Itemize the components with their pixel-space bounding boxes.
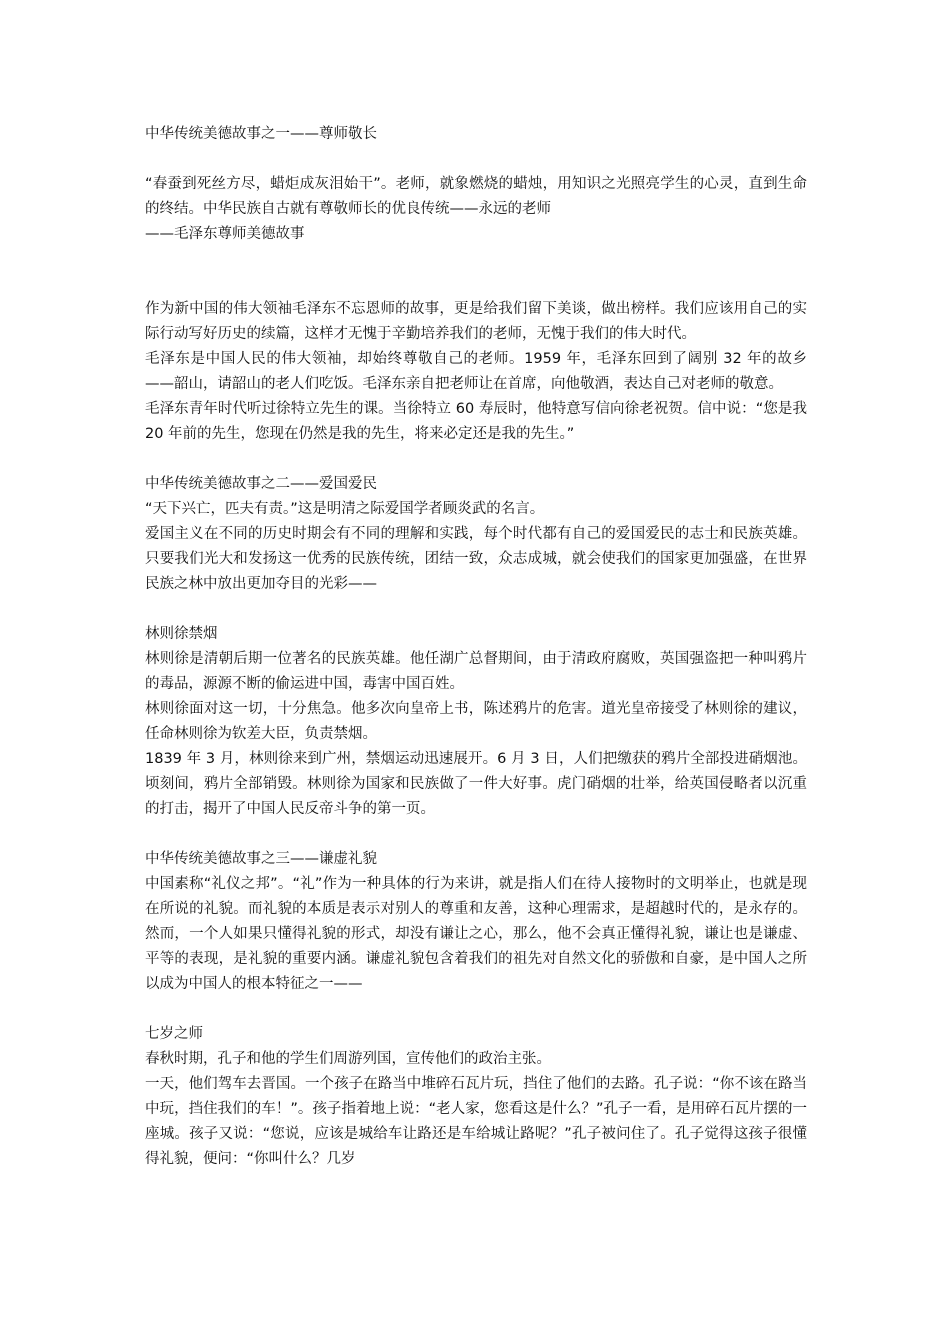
- section-2-story-title: 林则徐禁烟: [145, 626, 218, 642]
- section-2-story-paragraph: 林则徐面对这一切，十分焦急。他多次向皇帝上书，陈述鸦片的危害。道光皇帝接受了林则徐的建议，任命林则徐为钦差大臣，负责禁烟。: [145, 701, 807, 742]
- section-3-story-paragraph: 一天，他们驾车去晋国。一个孩子在路当中堆碎石瓦片玩，挡住了他们的去路。孔子说：“你不该在路当中玩，挡住我们的车！”。孩子指着地上说：“老人家，您看这是什么？”孔子一看，是用碎石瓦片摆的一座城。孩子又说：“您说，应该是城给车让路还是车给城让路呢？”孔子被问住了。孔子觉得这孩子很懂得礼貌，便问：“你叫什么？几岁: [145, 1076, 807, 1167]
- spacer: [145, 447, 807, 472]
- spacer: [145, 147, 807, 172]
- section-1-paragraph: 作为新中国的伟大领袖毛泽东不忘恩师的故事，更是给我们留下美谈，做出榜样。我们应该用自己的实际行动写好历史的续篇，这样才无愧于辛勤培养我们的老师，无愧于我们的伟大时代。: [145, 301, 807, 342]
- section-3-paragraph: 中国素称“礼仪之邦”。“礼”作为一种具体的行为来讲，就是指人们在待人接物时的文明举止，也就是现在所说的礼貌。而礼貌的本质是表示对别人的尊重和友善，这种心理需求，是超越时代的，是永存的。然而，一个人如果只懂得礼貌的形式，却没有谦让之心，那么，他不会真正懂得礼貌，谦让也是谦虚、平等的表现，是礼貌的重要内涵。谦虚礼貌包含着我们的祖先对自然文化的骄傲和自豪，是中国人之所以成为中国人的根本特征之一——: [145, 876, 807, 992]
- section-1-paragraph: 毛泽东青年时代听过徐特立先生的课。当徐特立 60 寿辰时，他特意写信向徐老祝贺。信中说：“您是我 20 年前的先生，您现在仍然是我的先生，将来必定还是我的先生。”: [145, 401, 807, 442]
- section-2-story-paragraph: 林则徐是清朝后期一位著名的民族英雄。他任湖广总督期间，由于清政府腐败，英国强盗把一种叫鸦片的毒品，源源不断的偷运进中国，毒害中国百姓。: [145, 651, 807, 692]
- section-3-story-paragraph: 春秋时期，孔子和他的学生们周游列国，宣传他们的政治主张。: [145, 1051, 551, 1067]
- section-1-intro: “春蚕到死丝方尽，蜡炬成灰泪始干”。老师，就象燃烧的蜡烛，用知识之光照亮学生的心灵，直到生命的终结。中华民族自古就有尊敬师长的优良传统——永远的老师: [145, 176, 807, 217]
- section-2-paragraph: “天下兴亡，匹夫有责。”这是明清之际爱国学者顾炎武的名言。: [145, 501, 545, 517]
- spacer: [145, 597, 807, 622]
- section-1-title: 中华传统美德故事之一——尊师敬长: [145, 126, 377, 142]
- section-1-paragraph: 毛泽东是中国人民的伟大领袖，却始终尊敬自己的老师。1959 年，毛泽东回到了阔别 32 年的故乡——韶山，请韶山的老人们吃饭。毛泽东亲自把老师让在首席，向他敬酒，表达自己对老师的敬意。: [145, 351, 807, 392]
- section-2-title: 中华传统美德故事之二——爱国爱民: [145, 476, 377, 492]
- spacer: [145, 822, 807, 847]
- spacer: [145, 247, 807, 297]
- section-2-story-paragraph: 1839 年 3 月，林则徐来到广州，禁烟运动迅速展开。6 月 3 日，人们把缴获的鸦片全部投进硝烟池。顷刻间，鸦片全部销毁。林则徐为国家和民族做了一件大好事。虎门硝烟的壮举，给英国侵略者以沉重的打击，揭开了中国人民反帝斗争的第一页。: [145, 751, 807, 817]
- section-2-paragraph: 爱国主义在不同的历史时期会有不同的理解和实践，每个时代都有自己的爱国爱民的志士和民族英雄。只要我们光大和发扬这一优秀的民族传统，团结一致，众志成城，就会使我们的国家更加强盛，在世界民族之林中放出更加夺目的光彩——: [145, 526, 807, 592]
- section-1-subtitle: ——毛泽东尊师美德故事: [145, 226, 305, 242]
- section-3-story-title: 七岁之师: [145, 1026, 203, 1042]
- section-3-title: 中华传统美德故事之三——谦虚礼貌: [145, 851, 377, 867]
- spacer: [145, 997, 807, 1022]
- document-body: [145, 122, 807, 1172]
